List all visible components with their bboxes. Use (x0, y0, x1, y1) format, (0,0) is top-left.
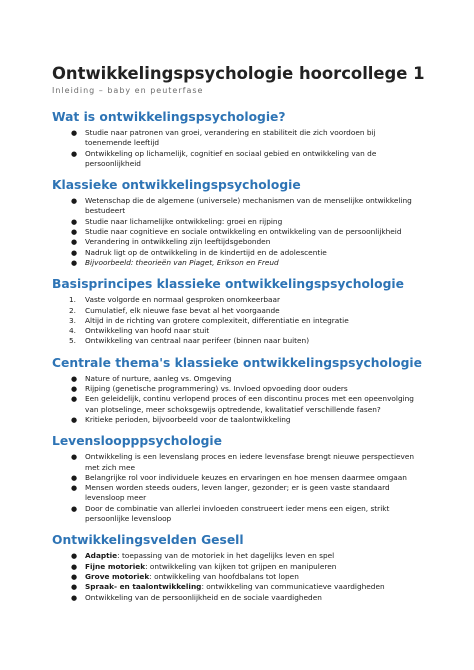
section-heading: Klassieke ontwikkelingspsychologie (52, 178, 301, 193)
bullet-icon: ● (71, 129, 78, 137)
list-item: ● Nature of nurture, aanleg vs. Omgeving (71, 373, 232, 383)
bullet-icon: ● (71, 238, 78, 247)
bullet-list (52, 551, 422, 602)
list-item: ● Adaptie: toepassing van de motoriek in het dagelijks leven en spel (71, 551, 335, 561)
bullet-icon: ● (71, 552, 78, 561)
list-item: ● Studie naar cognitieve en sociale ontwikkeling en ontwikkeling van de persoonlijkheid (71, 227, 402, 237)
document-subtitle: Inleiding – baby en peuterfase (52, 86, 204, 95)
bullet-icon: ● (71, 484, 78, 493)
list-item: ● Bijvoorbeeld: theorieën van Piaget, Erikson en Freud (71, 257, 279, 267)
list-item: 4. Ontwikkeling van hoofd naar stuit (69, 326, 210, 336)
list-item: ● Door de combinatie van allerlei invloeden construeert ieder mens een eigen, strikt persoonlijke levensloop (71, 503, 390, 524)
bullet-icon: ● (71, 583, 78, 592)
numbered-list (52, 295, 422, 346)
list-item: ● Wetenschap die de algemene (universele) mechanismen van de menselijke ontwikkeling bestudeert (71, 196, 412, 216)
list-item: ● Spraak- en taalontwikkeling: ontwikkeling van communicatieve vaardigheden (71, 582, 385, 592)
bullet-icon: ● (71, 217, 78, 226)
list-item: ● Fijne motoriek: ontwikkeling van kijken tot grijpen en manipuleren (71, 561, 337, 571)
list-item: ● Mensen worden steeds ouders, leven langer, gezonder; er is geen vaste standaard levensloop meer (71, 483, 390, 503)
bullet-icon: ● (71, 473, 78, 482)
bullet-list (52, 374, 422, 425)
section-heading: Basisprincipes klassieke ontwikkelingspsychologie (52, 277, 404, 292)
bullet-icon: ● (71, 453, 78, 462)
list-item: ● Rijping (genetische programmering) vs. Invloed opvoeding door ouders (71, 384, 348, 394)
list-item: ● Ontwikkeling is een levenslang proces en iedere levensfase brengt nieuwe perspectieven met zich mee (71, 452, 415, 472)
bullet-icon: ● (71, 395, 78, 404)
bullet-icon: ● (71, 385, 78, 394)
list-item: ● Grove motoriek: ontwikkeling van hoofdbalans tot lopen (71, 571, 299, 581)
document-title: Ontwikkelingspsychologie hoorcollege 1 (52, 64, 425, 83)
bullet-icon: ● (71, 572, 78, 581)
section-heading: Wat is ontwikkelingspsychologie? (52, 110, 286, 124)
list-item: 3. Altijd in de richting van grotere complexiteit, differentiatie en integratie (69, 315, 349, 325)
bullet-icon: ● (71, 149, 78, 158)
bullet-icon: ● (71, 197, 78, 206)
bullet-icon: ● (71, 258, 78, 267)
bullet-icon: ● (71, 248, 78, 257)
list-item: ● Ontwikkeling op lichamelijk, cognitief en sociaal gebied en ontwikkeling van de persoonlijkheid (71, 148, 377, 168)
bullet-icon: ● (71, 504, 78, 513)
section-heading: Levensloopppsychologie (52, 434, 222, 449)
list-item: ● Een geleidelijk, continu verlopend proces of een discontinu proces met een opeenvolging van plotselinge, meer schoksgewijs optredende, kwalitatief verschillende fasen? (71, 394, 414, 414)
list-item: ● Kritieke perioden, bijvoorbeeld voor de taalontwikkeling (71, 414, 291, 424)
bullet-list (52, 196, 422, 268)
list-item: ● Studie naar lichamelijke ontwikkeling: groei en rijping (71, 216, 283, 226)
document-page (52, 64, 425, 603)
list-item: ● Studie naar patronen van groei, verandering en stabiliteit die zich voordoen bij toenemende leeftijd (71, 128, 376, 148)
list-item: 1. Vaste volgorde en normaal gesproken onomkeerbaar (69, 295, 281, 305)
bullet-icon: ● (71, 562, 78, 571)
list-item: ● Belangrijke rol voor individuele keuzes en ervaringen en hoe mensen daarmee omgaan (71, 472, 407, 482)
list-item: 5. Ontwikkeling van centraal naar perifeer (binnen naar buiten) (69, 336, 310, 346)
list-item: ● Ontwikkeling van de persoonlijkheid en de sociale vaardigheden (71, 592, 322, 602)
bullet-icon: ● (71, 228, 78, 237)
section-heading: Ontwikkelingsvelden Gesell (52, 533, 244, 548)
bullet-icon: ● (71, 593, 78, 602)
list-item: ● Nadruk ligt op de ontwikkeling in de kindertijd en de adolescentie (71, 247, 327, 257)
bullet-list (52, 452, 422, 524)
bullet-list (52, 128, 422, 169)
list-item: 2. Cumulatief, elk nieuwe fase bevat al het voorgaande (69, 305, 280, 315)
list-item: ● Verandering in ontwikkeling zijn leeftijdsgebonden (71, 237, 271, 247)
bullet-icon: ● (71, 415, 78, 424)
section-heading: Centrale thema's klassieke ontwikkelingspsychologie (52, 355, 422, 370)
bullet-icon: ● (71, 374, 78, 383)
